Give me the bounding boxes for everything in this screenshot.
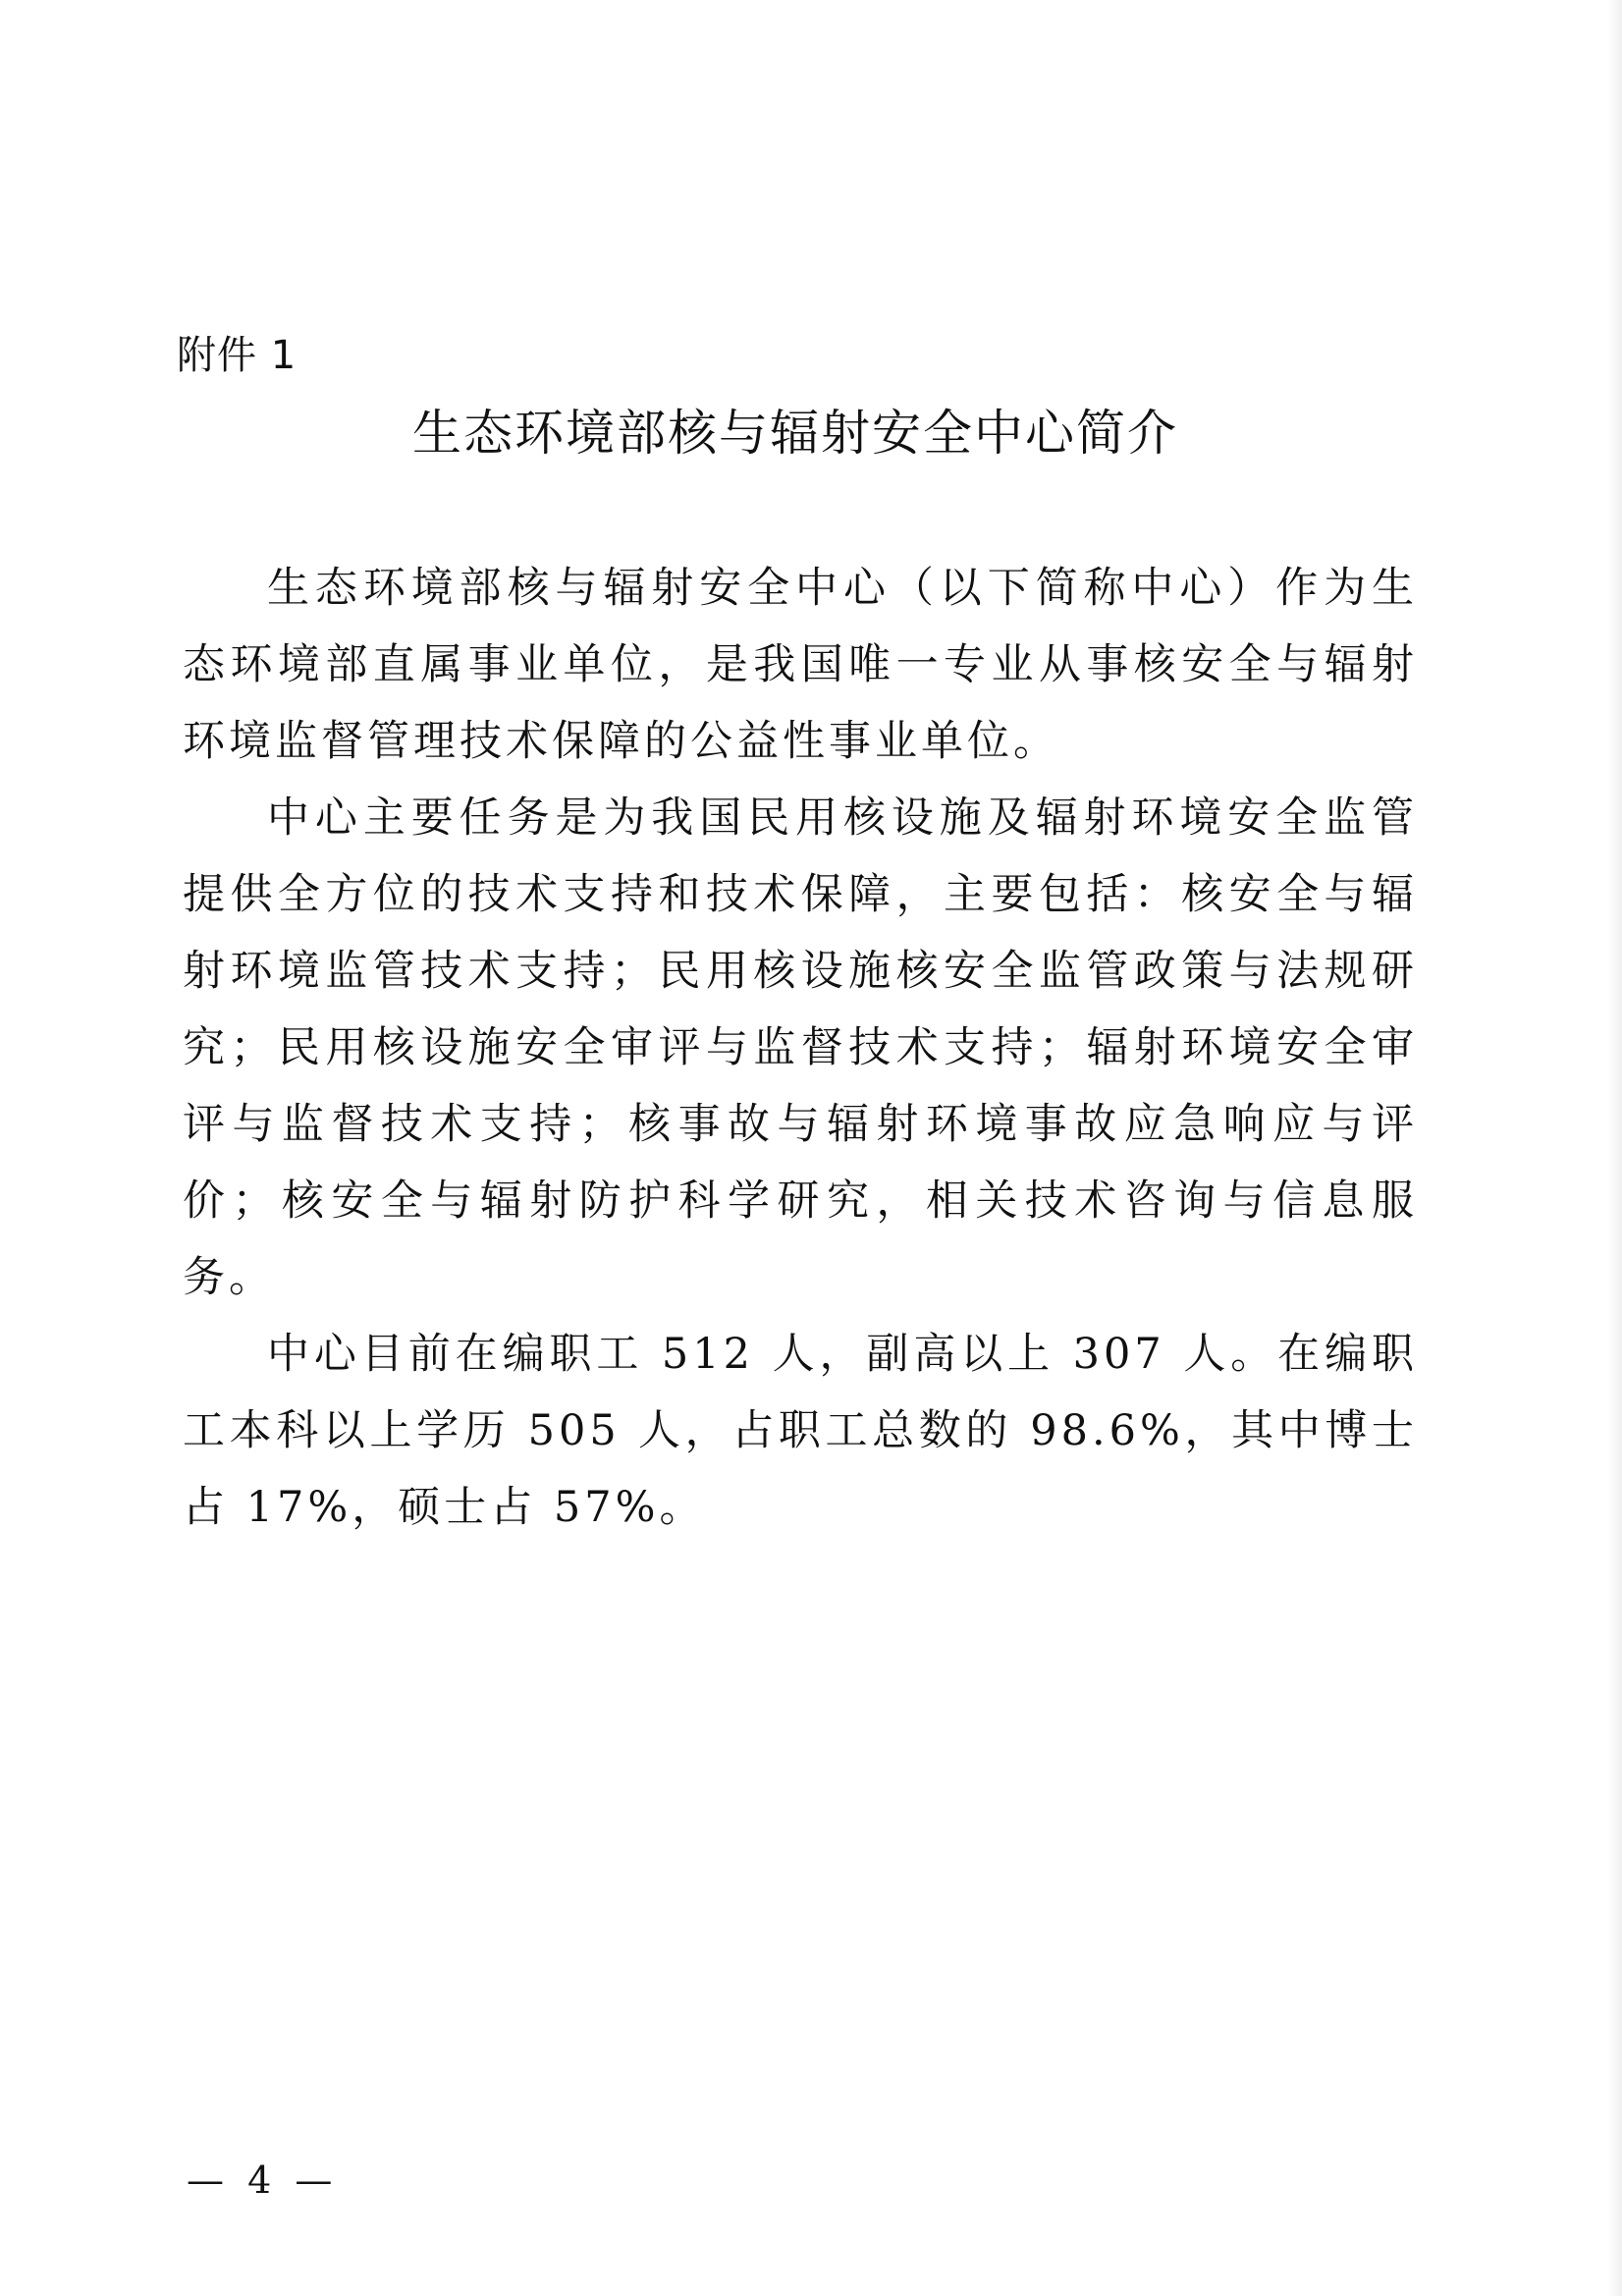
page-number: — 4 — xyxy=(187,2159,339,2202)
paragraph-introduction: 生态环境部核与辐射安全中心（以下简称中心）作为生态环境部直属事业单位，是我国唯一专业从事核安全与辐射环境监督管理技术保障的公益性事业单位。 xyxy=(183,564,1418,766)
attachment-label: 附件 1 xyxy=(177,333,297,378)
document-title: 生态环境部核与辐射安全中心简介 xyxy=(412,405,1178,462)
page-edge-shadow xyxy=(1608,0,1622,2296)
paragraph-staff-statistics: 中心目前在编职工 512 人，副高以上 307 人。在编职工本科以上学历 505 人，占职工总数的 98.6%，其中博士占 17%，硕士占 57%。 xyxy=(183,1330,1418,1532)
document-body xyxy=(183,550,1418,1546)
paragraph-main-tasks: 中心主要任务是为我国民用核设施及辐射环境安全监管提供全方位的技术支持和技术保障，主要包括：核安全与辐射环境监管技术支持；民用核设施核安全监管政策与法规研究；民用核设施安全审评与监督技术支持；辐射环境安全审评与监督技术支持；核事故与辐射环境事故应急响应与评价；核安全与辐射防护科学研究，相关技术咨询与信息服务。 xyxy=(183,793,1418,1302)
